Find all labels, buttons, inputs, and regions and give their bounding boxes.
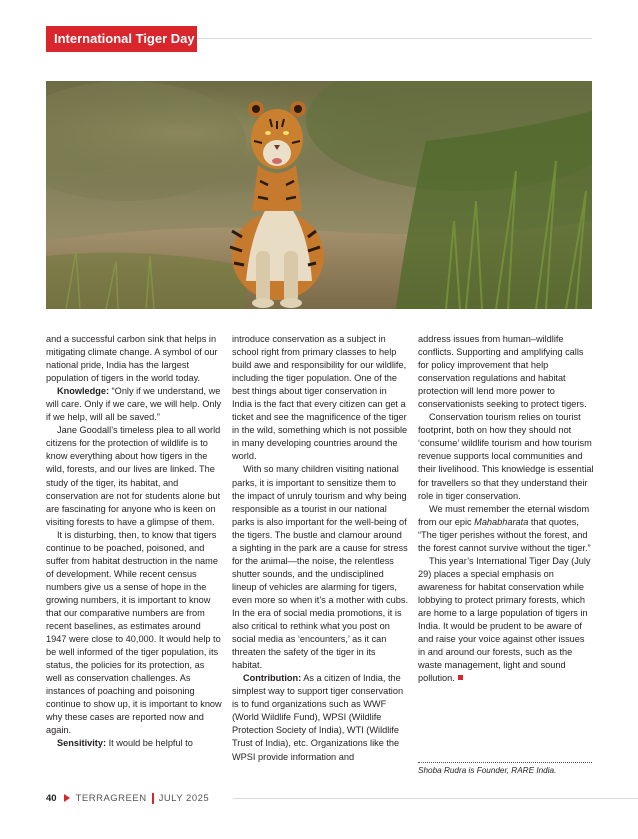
- magazine-name: TERRAGREEN: [75, 792, 147, 804]
- column-3: [418, 333, 594, 685]
- paragraph: [46, 737, 222, 750]
- paragraph: With so many children visiting national parks, it is important to sensitize them to the impact of unruly tourism and why being responsible as a tourist in our national parks is also important for the well-being of the tigers. The bustle and clamour around a sighting in the park are a cause for stress for the animal—the noise, the relentless shutter sounds, and the undisciplined lineup of vehicles are alarming for tigers, even more so when it’s a mother with cubs. In the era of social media promotions, it is also critical to rethink what you post on social media as ‘encounters,’ as it can threaten the safety of the tiger in its habitat.: [232, 464, 409, 671]
- paragraph: [46, 385, 222, 424]
- issue-date: JULY 2025: [158, 792, 210, 804]
- subhead-knowledge: Knowledge:: [57, 386, 110, 397]
- page-number: 40: [46, 792, 57, 804]
- paragraph: It is disturbing, then, to know that tigers continue to be poached, poisoned, and suffer from habitat destruction in the name of development. While recent census numbers give us a sense of hope in the growing numbers, it is important to know that our comparative numbers are from recent baselines, as estimates around 1947 were close to 40,000. It would help to be well informed of the tiger population, its status, the policies for its protection, as well as conservation challenges. As instances of poaching and poisoning continue to show up, it is important to know why these cases are reported now and again.: [46, 529, 222, 736]
- author-divider: [418, 762, 592, 763]
- paragraph: [418, 503, 594, 555]
- paragraph: [232, 672, 408, 763]
- author-note: Shoba Rudra is Founder, RARE India.: [418, 766, 557, 775]
- page-footer: [46, 792, 209, 804]
- tiger-illustration: [46, 81, 592, 309]
- paragraph-text: “Only if we understand, we will care. Only if we care, we will help. Only if we help, will all be saved.”: [46, 386, 222, 423]
- paragraph-text: It would be helpful to: [106, 738, 193, 749]
- paragraph: introduce conservation as a subject in school right from primary classes to help build awe and responsibility for our wildlife, including the tiger population. One of the best things about tiger conservation in India is the fact that every citizen can get a ticket and see the magnificence of the tiger in the wild, something which is not possible in many developing countries around the world.: [232, 334, 408, 462]
- paragraph: Jane Goodall’s timeless plea to all world citizens for the protection of wildlife is to know everything about how tigers in the wild, forests, and our lives are linked. The study of the tiger, its habitat, and conservation are not for students alone but are fascinating for anyone who is keen on visiting forests to have a glimpse of them.: [46, 425, 221, 527]
- column-2: [232, 333, 408, 764]
- epic-title: Mahabharata: [474, 516, 529, 527]
- subhead-sensitivity: Sensitivity:: [57, 738, 107, 749]
- triangle-right-icon: [64, 794, 70, 802]
- paragraph-text: that quotes, “The tiger perishes without the forest, and the forest cannot survive without the tiger.”: [418, 516, 591, 553]
- tiger-photo: [46, 81, 592, 309]
- paragraph: [418, 555, 594, 685]
- paragraph-text: This year’s International Tiger Day (July 29) places a special emphasis on awareness for habitat conservation while lobbying to protect primary forests, which are home to a large population of tigers in India. It would be prudent to be aware of and raise your voice against other issues in and around our forests, such as the waste management, light and sound pollution.: [418, 555, 591, 684]
- paragraph: and a successful carbon sink that helps in mitigating climate change. A symbol of our national pride, India has the largest population of tigers in the world today.: [46, 334, 218, 384]
- header-rule: [197, 38, 592, 39]
- subhead-contribution: Contribution:: [243, 673, 302, 684]
- paragraph: Conservation tourism relies on tourist footprint, both on how they should not ‘consume’ wildlife tourism and how tourism revenue supports local communities and their livelihood. This knowledge is essential for travellers so that they understand their role in tiger conservation.: [418, 412, 594, 501]
- paragraph: address issues from human–wildlife conflicts. Supporting and amplifying calls for policy improvement that help conservation regulations and habitat protection will lend more power to conservationists seeking to protect tigers.: [418, 334, 587, 410]
- end-square-icon: [458, 675, 463, 680]
- section-tag: International Tiger Day: [46, 26, 197, 52]
- footer-rule: [233, 798, 638, 799]
- footer-separator: [152, 793, 154, 804]
- column-1: [46, 333, 222, 751]
- paragraph-text: As a citizen of India, the simplest way to support tiger conservation is to fund organizations such as WWF (World Wildlife Fund), WPSI (Wildlife Protection Society of India), WTI (Wildlife Trust of India), etc. Organizations like the WPSI provide information and: [232, 673, 404, 762]
- paragraph-text: We must remember the eternal wisdom from our epic: [418, 503, 590, 527]
